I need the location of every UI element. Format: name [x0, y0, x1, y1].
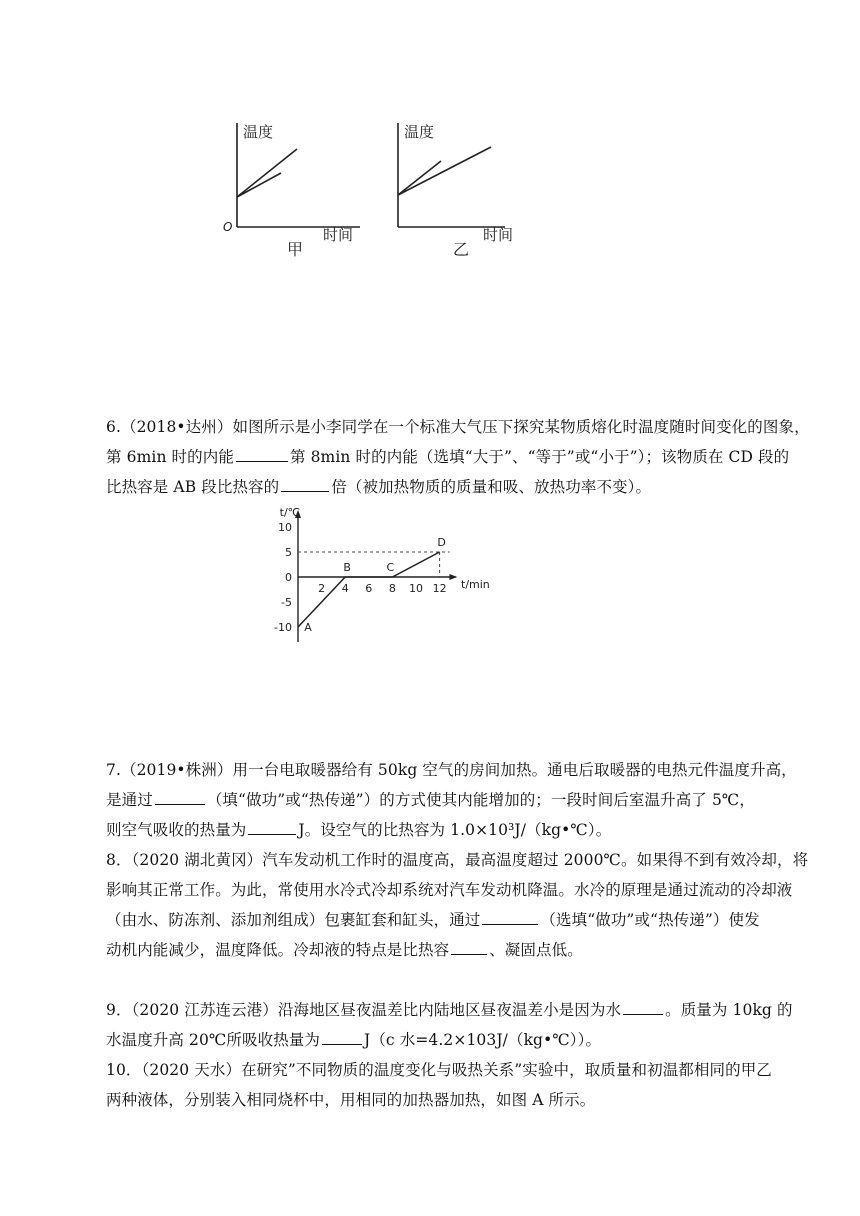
question-8-line-4 — [106, 935, 766, 965]
q7-text: （填“做功”或“热传递”）的方式使其内能增加的；一段时间后室温升高了 5℃， — [206, 791, 755, 809]
x-tick-label: 6 — [365, 582, 373, 595]
question-9-line-1 — [106, 995, 793, 1025]
sketch-yi-xlabel: 时间 — [483, 226, 514, 244]
q6-text: 第 6min 时的内能 — [106, 448, 234, 466]
x-tick-label: 4 — [341, 582, 349, 595]
melting-chart — [262, 480, 502, 658]
q8-text: （选填“做功”或“热传递”）使发 — [540, 911, 760, 929]
sketch-jia-ylabel: 温度 — [243, 123, 274, 141]
question-10-line-2: 两种液体，分别装入相同烧杯中，用相同的加热器加热，如图 A 所示。 — [106, 1091, 596, 1109]
q6-text: 倍（被加热物质的质量和吸、放热功率不变）。 — [331, 478, 652, 496]
q8-text: （由水、防冻剂、添加剂组成）包裹缸套和缸头，通过 — [106, 911, 481, 929]
q9-text: J（c 水=4.2×103J/（kg•℃））。 — [364, 1031, 602, 1049]
q8-text: 、凝固点低。 — [489, 941, 583, 959]
q9-text: 水温度升高 20℃所吸收热量为 — [106, 1031, 320, 1049]
sketch-yi-caption: 乙 — [453, 240, 470, 259]
answer-blank[interactable] — [322, 1026, 362, 1045]
answer-blank[interactable] — [482, 906, 538, 925]
q8-text: 动机内能减少，温度降低。冷却液的特点是比热容 — [106, 941, 450, 959]
q7-text: J。设空气的比热容为 1.0×10³J/（kg•℃）。 — [298, 821, 612, 839]
question-10 — [106, 1055, 772, 1115]
figure-temperature-time-sketches — [215, 115, 515, 265]
x-axis-label: t/min — [461, 578, 490, 591]
y-axis-label: t/℃ — [279, 506, 300, 519]
y-tick-label: 10 — [278, 521, 292, 534]
x-tick-label: 12 — [432, 582, 447, 595]
question-7-line-1: 7.（2019•株洲）用一台电取暖器给有 50kg 空气的房间加热。通电后取暖器的电热元件温度升高， — [106, 761, 797, 779]
q7-text: 则空气吸收的热量为 — [106, 821, 247, 839]
q9-text: 。质量为 10kg 的 — [665, 1001, 793, 1019]
question-7-line-3 — [106, 815, 766, 845]
question-6-line-2 — [106, 442, 790, 472]
question-9-line-2 — [106, 1025, 766, 1055]
answer-blank[interactable] — [451, 936, 487, 955]
question-7 — [106, 755, 797, 845]
question-6-line-1: 6.（2018•达州）如图所示是小李同学在一个标准大气压下探究某物质熔化时温度随时间变化的图象， — [106, 418, 810, 436]
answer-blank[interactable] — [155, 786, 205, 805]
q6-text: 比热容是 AB 段比热容的 — [106, 478, 280, 496]
question-8-line-2: 影响其正常工作。为此，常使用水冷式冷却系统对汽车发动机降温。水冷的原理是通过流动的冷却液 — [106, 881, 793, 899]
question-7-line-2 — [106, 785, 766, 815]
question-10-line-1: 10．（2020 天水）在研究”不同物质的温度变化与吸热关系”实验中，取质量和初温都相同的甲乙 — [106, 1061, 772, 1079]
q7-text: 是通过 — [106, 791, 153, 809]
q6-text: 第 8min 时的内能（选填“大于”、“等于”或“小于”）；该物质在 CD 段的 — [289, 448, 790, 466]
point-label-a: A — [304, 621, 312, 634]
x-tick-label: 2 — [318, 582, 326, 595]
sketch-jia-origin: O — [223, 220, 233, 234]
answer-blank[interactable] — [248, 816, 296, 835]
y-tick-label: -5 — [281, 596, 292, 609]
answer-blank[interactable] — [236, 443, 288, 462]
answer-blank[interactable] — [623, 996, 663, 1015]
x-tick-label: 10 — [409, 582, 423, 595]
sketch-yi-ylabel: 温度 — [404, 123, 435, 141]
x-axis-arrow — [449, 574, 457, 580]
point-label-d: D — [437, 536, 446, 549]
x-tick-label: 8 — [388, 582, 396, 595]
q9-text: 9．（2020 江苏连云港）沿海地区昼夜温差比内陆地区昼夜温差小是因为水 — [106, 1001, 622, 1019]
sketch-jia-xlabel: 时间 — [323, 226, 354, 244]
question-8-line-3 — [106, 905, 766, 935]
question-8 — [106, 845, 809, 965]
y-tick-label: 5 — [285, 546, 292, 559]
point-label-b: B — [343, 561, 351, 574]
question-8-line-1: 8．（2020 湖北黄冈）汽车发动机工作时的温度高，最高温度超过 2000℃。如果得不到有效冷却，将 — [106, 851, 809, 869]
y-tick-label: -10 — [274, 621, 292, 634]
question-9 — [106, 995, 793, 1055]
sketch-jia-caption: 甲 — [287, 240, 304, 259]
y-tick-label: 0 — [285, 571, 292, 584]
point-label-c: C — [386, 561, 395, 574]
